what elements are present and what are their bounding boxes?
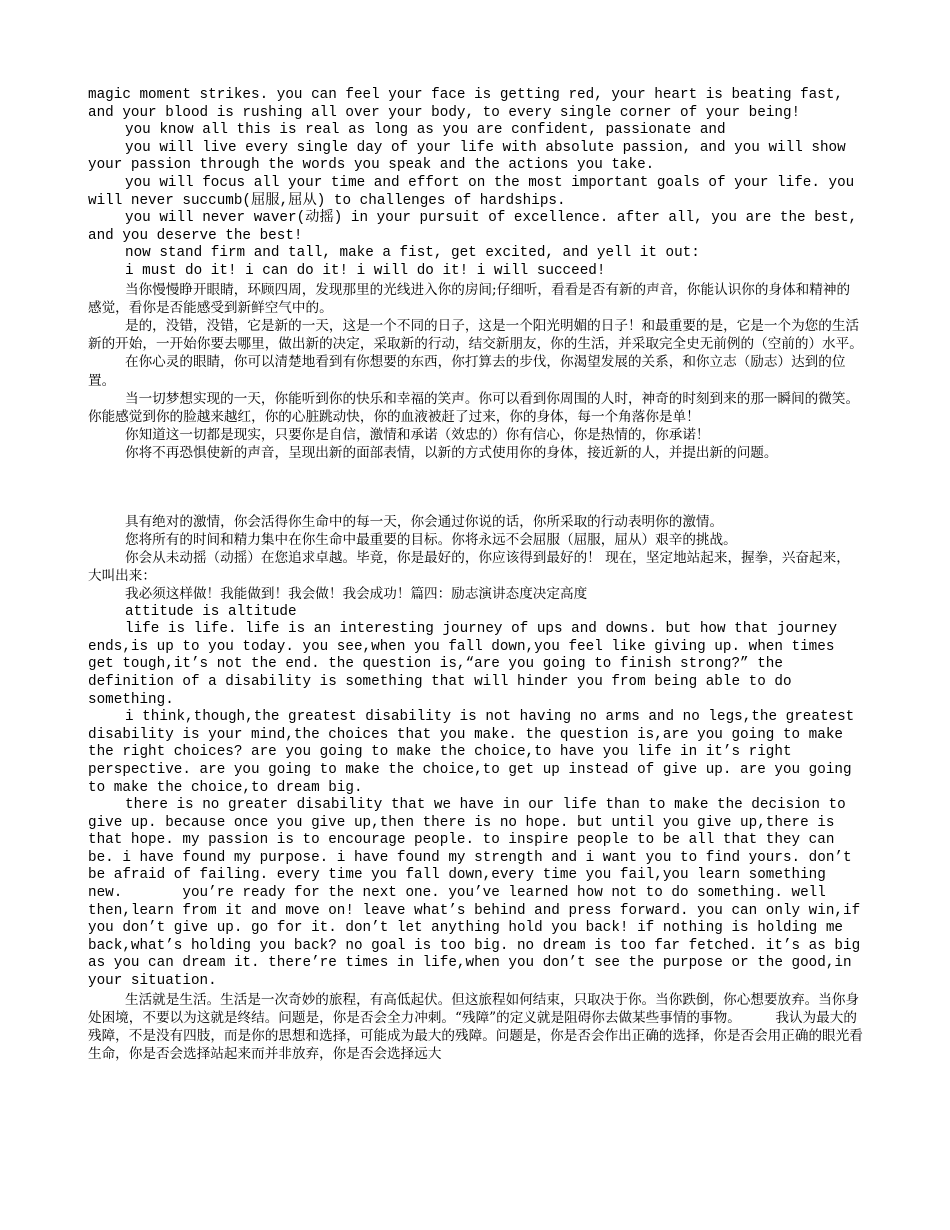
paragraph: you will live every single day of your life with absolute passion, and you will show your passion through the words you speak and the actions you take.	[88, 139, 855, 174]
paragraph: you will never waver(动摇) in your pursuit of excellence. after all, you are the best, and you deserve the best!	[88, 210, 866, 244]
paragraph: life is life. life is an interesting journey of ups and downs. but how that journey ends,is up to you today. you see,when you fall down,you feel like giving up. when times get tough,it’s not the end. the question is,“are you going to finish strong?” the definition of a disability is something that will hinder you from being able to do something.	[88, 621, 846, 708]
paragraph: you will focus all your time and effort on the most important goals of your life. you will never succumb(屈服,屈从) to challenges of hardships.	[88, 174, 863, 209]
paragraph: 你会从未动摇（动摇）在您追求卓越。毕竟，你是最好的，你应该得到最好的！ 现在，坚定地站起来，握拳，兴奋起来，大叫出来：	[88, 549, 850, 585]
paragraph: 你将不再恐惧使新的声音，呈现出新的面部表情，以新的方式使用你的身体，接近新的人，并提出新的问题。	[125, 445, 778, 462]
paragraph: there is no greater disability that we have in our life than to make the decision to give up. because once you give up,then there is no hope. but until you give up,there is that hope. my passion is to encourage people. to inspire people to be all that they can be. i have found my purpose. i have found my strength and i want you to find yours. don’t be afraid of failing. every time you fall down,every time you fail,you learn something new. you’re ready for the next one. you’ve learned how not to do something. well then,learn from it and move on! leave what’s behind and press forward. you can only win,if you don’t give up. go for it. don’t let anything hold you back! if nothing is holding me back,what’s holding you back? no goal is too big. no dream is too far fetched. it’s as big as you can dream it. there’re times in life,when you don’t see the purpose or the good,in your situation.	[88, 797, 869, 990]
paragraph: i think,though,the greatest disability is not having no arms and no legs,the greatest disability is your mind,the choices that you make. the question is,are you going to make the right choices? are you going to make the choice,to have you life in it’s right perspective. are you going to make the choice,to get up instead of give up. are you going to make the choice,to dream big.	[88, 709, 863, 796]
paragraph: i must do it! i can do it! i will do it! i will succeed!	[125, 262, 606, 279]
paragraph: 你知道这一切都是现实，只要你是自信，激情和承诺（效忠的）你有信心，你是热情的，你承诺！	[125, 427, 710, 444]
paragraph: 生活就是生活。生活是一次奇妙的旅程，有高低起伏。但这旅程如何结束，只取决于你。当你跌倒，你心想要放弃。当你身处困境，不要以为这就是终结。问题是，你是否会全力冲刺。“残障”的定义就是阻碍你去做某些事情的事物。 我认为最大的残障，不是没有四肢，而是你的思想和选择，可能成为最大的残障。问题是，你是否会作出正确的选择，你是否会用正确的眼光看生命，你是否会选择站起来而并非放弃，你是否会选择远大	[88, 991, 863, 1063]
paragraph: 在你心灵的眼睛，你可以清楚地看到有你想要的东西，你打算去的步伐，你渴望发展的关系，和你立志（励志）达到的位置。	[88, 354, 846, 389]
paragraph: you know all this is real as long as you are confident, passionate and	[125, 122, 726, 139]
paragraph: 当一切梦想实现的一天，你能听到你的快乐和幸福的笑声。你可以看到你周围的人时，神奇的时刻到来的那一瞬间的微笑。你能感觉到你的脸越来越红，你的心脏跳动快，你的血液被赶了过来，你的身体，每一个角落你是单！	[88, 390, 860, 425]
paragraph: 您将所有的时间和精力集中在你生命中最重要的目标。你将永远不会屈服（屈服，屈从）艰辛的挑战。	[125, 531, 737, 548]
paragraph: now stand firm and tall, make a fist, get excited, and yell it out:	[125, 245, 700, 262]
paragraph: 当你慢慢睁开眼睛，环顾四周，发现那里的光线进入你的房间;仔细听，看看是否有新的声音，你能认识你的身体和精神的感觉，看你是否能感受到新鲜空气中的。	[88, 281, 851, 316]
paragraph-spacer	[88, 479, 863, 497]
paragraph: 是的，没错，没错，它是新的一天，这是一个不同的日子，这是一个阳光明媚的日子！和最重要的是，它是一个为您的生活新的开始，一开始你要去哪里，做出新的决定，采取新的行动，结交新朋友，你的生活，并采取完全史无前例的（空前的）水平。	[88, 317, 863, 353]
paragraph: attitude is altitude	[125, 603, 297, 620]
paragraph: magic moment strikes. you can feel your face is getting red, your heart is beating fast, and your blood is rushing all over your body, to every single corner of your being!	[88, 87, 852, 121]
paragraph: 我必须这样做！我能做到！我会做！我会成功！篇四：励志演讲态度决定高度	[125, 586, 588, 603]
paragraph: 具有绝对的激情，你会活得你生命中的每一天，你会通过你说的话，你所采取的行动表明你的激情。	[125, 513, 724, 530]
document-body	[88, 87, 869, 1063]
